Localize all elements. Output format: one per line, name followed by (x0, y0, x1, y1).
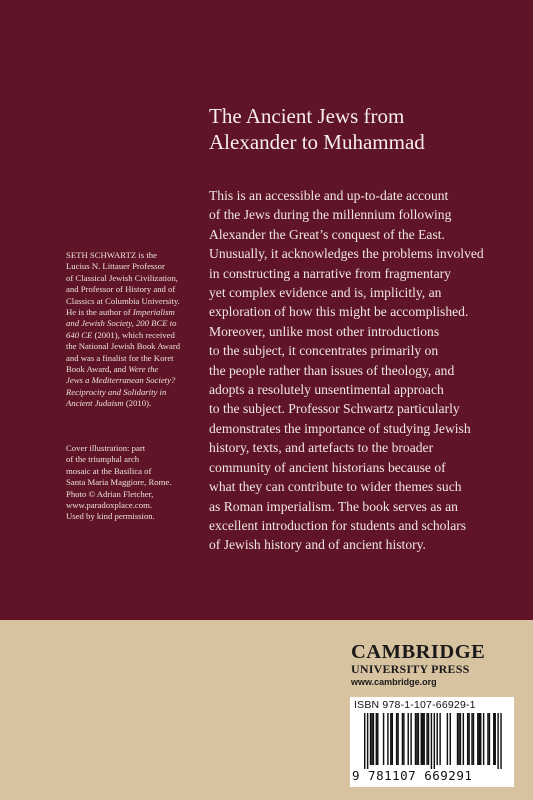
description-line: Alexander the Great’s conquest of the East. (209, 226, 445, 242)
description-line: history, texts, and artefacts to the broader (209, 440, 434, 456)
title-line: The Ancient Jews from (209, 104, 405, 128)
barcode-bar (428, 713, 429, 765)
barcode-bar (487, 713, 488, 765)
description-line: exploration of how this might be accomplished. (209, 304, 469, 320)
publisher-name: CAMBRIDGE (351, 641, 486, 663)
barcode-bar (473, 713, 474, 765)
barcode-bar (371, 713, 372, 765)
cover-credit (66, 443, 196, 523)
barcode-bar (471, 713, 472, 765)
author-bio (66, 250, 196, 410)
barcode-bar (468, 713, 469, 765)
description-line: yet complex evidence and is, implicitly, an (209, 285, 442, 301)
credit-line: www.paradoxplace.com. (66, 500, 153, 511)
barcode-bar (390, 713, 391, 765)
description-line: the people rather than issues of theology, and (209, 362, 455, 378)
barcode-bar (376, 713, 377, 765)
publisher-logo (351, 641, 521, 688)
barcode-bar (377, 713, 378, 765)
bio-line: Classics at Columbia University. (66, 295, 180, 306)
bio-line: and was a finalist for the Koret (66, 352, 174, 363)
bio-line: Reciprocity and Solidarity in (66, 386, 167, 397)
credit-line: Cover illustration: part (66, 443, 146, 453)
barcode-bar (403, 713, 404, 765)
description-line: of the Jews during the millennium following (209, 207, 452, 223)
bio-line: the National Jewish Book Award (66, 341, 181, 352)
credit-line: of the triumphal arch (66, 454, 140, 465)
barcode-bar (457, 713, 458, 765)
barcode-bar (437, 713, 438, 765)
publisher-website: www.cambridge.org (351, 677, 437, 687)
barcode-bar (480, 713, 481, 765)
barcode-bar (392, 713, 393, 765)
bio-line: SETH SCHWARTZ is the (66, 250, 157, 260)
description-line: excellent introduction for students and scholars (209, 517, 467, 533)
barcode-bar (447, 713, 448, 765)
credit-line: Photo © Adrian Fletcher, (66, 488, 154, 499)
barcode-bar (458, 713, 459, 765)
description-line: what they can contribute to wider themes such (209, 479, 462, 495)
barcode-panel (350, 697, 514, 787)
barcode-bar (493, 713, 494, 765)
barcode-image (358, 713, 506, 769)
description-line: to the subject. Professor Schwartz particularly (209, 401, 460, 417)
barcode-bar (416, 713, 417, 765)
description-line: Moreover, unlike most other introductions (209, 323, 440, 339)
isbn-label: ISBN 978-1-107-66929-1 (354, 699, 476, 711)
credit-line: Santa Maria Maggiore, Rome. (66, 477, 172, 488)
bio-line: Book Award, and Were the (66, 364, 159, 375)
barcode-bar (497, 713, 498, 769)
barcode-bar (489, 713, 490, 765)
barcode-bar (370, 713, 371, 765)
publisher-subtitle: UNIVERSITY PRESS (351, 662, 470, 676)
barcode-bar (383, 713, 384, 765)
description-line: as Roman imperialism. The book serves as an (209, 498, 458, 514)
bio-line: Jews a Mediterranean Society? (66, 375, 176, 386)
barcode-bar (500, 713, 501, 769)
barcode-bar (479, 713, 480, 765)
barcode-bar (423, 713, 424, 765)
barcode-bar (410, 713, 411, 765)
barcode-bar (408, 713, 409, 765)
description-line: demonstrates the importance of studying Jewish (209, 420, 471, 436)
bio-line: 640 CE (2001), which received (66, 329, 175, 340)
barcode-bar (463, 713, 464, 765)
description-line: Unusually, it acknowledges the problems involved (209, 246, 484, 262)
barcode-bar (431, 713, 432, 769)
bio-line: and Professor of History and of (66, 284, 176, 295)
bio-line: of Classical Jewish Civilization, (66, 272, 178, 283)
bio-line: He is the author of Imperialism (66, 307, 175, 318)
description-line: community of ancient historians because of (209, 459, 446, 475)
barcode-bar (421, 713, 422, 765)
title-line: Alexander to Muhammad (209, 130, 425, 154)
barcode-bar (483, 713, 484, 765)
barcode-bar (450, 713, 451, 765)
credit-line: Used by kind permission. (66, 511, 155, 522)
barcode-bar (434, 713, 435, 769)
barcode-bar (367, 713, 368, 769)
barcode-bar (418, 713, 419, 765)
description-line: This is an accessible and up-to-date account (209, 188, 449, 203)
barcode-bar (402, 713, 403, 765)
description-line: adopts a resolutely unsentimental approach (209, 382, 444, 398)
barcode-bar (460, 713, 461, 765)
barcode-bar (396, 713, 397, 765)
description-line: to the subject, it concentrates primarily on (209, 343, 439, 359)
book-description (209, 186, 509, 555)
barcode-bar (397, 713, 398, 765)
description-line: in constructing a narrative from fragmentary (209, 265, 451, 281)
barcode-bar (477, 713, 478, 765)
barcode-bar (387, 713, 388, 765)
barcode-bar (426, 713, 427, 765)
barcode-bar (364, 713, 365, 769)
bio-line: and Jewish Society, 200 BCE to (66, 318, 177, 329)
barcode-bar (467, 713, 468, 765)
barcode-bar (439, 713, 440, 765)
barcode-bar (415, 713, 416, 765)
bio-line: Ancient Judaism (2010). (66, 398, 152, 409)
bio-line: Lucius N. Littauer Professor (66, 261, 165, 272)
credit-line: mosaic at the Basilica of (66, 465, 152, 476)
barcode-digits: 9 781107 669291 (352, 768, 473, 783)
barcode-bar (495, 713, 496, 765)
book-title (209, 103, 519, 155)
barcode-bar (373, 713, 374, 765)
description-line: of Jewish history and of ancient history. (209, 537, 426, 553)
barcode-bar (422, 713, 423, 765)
